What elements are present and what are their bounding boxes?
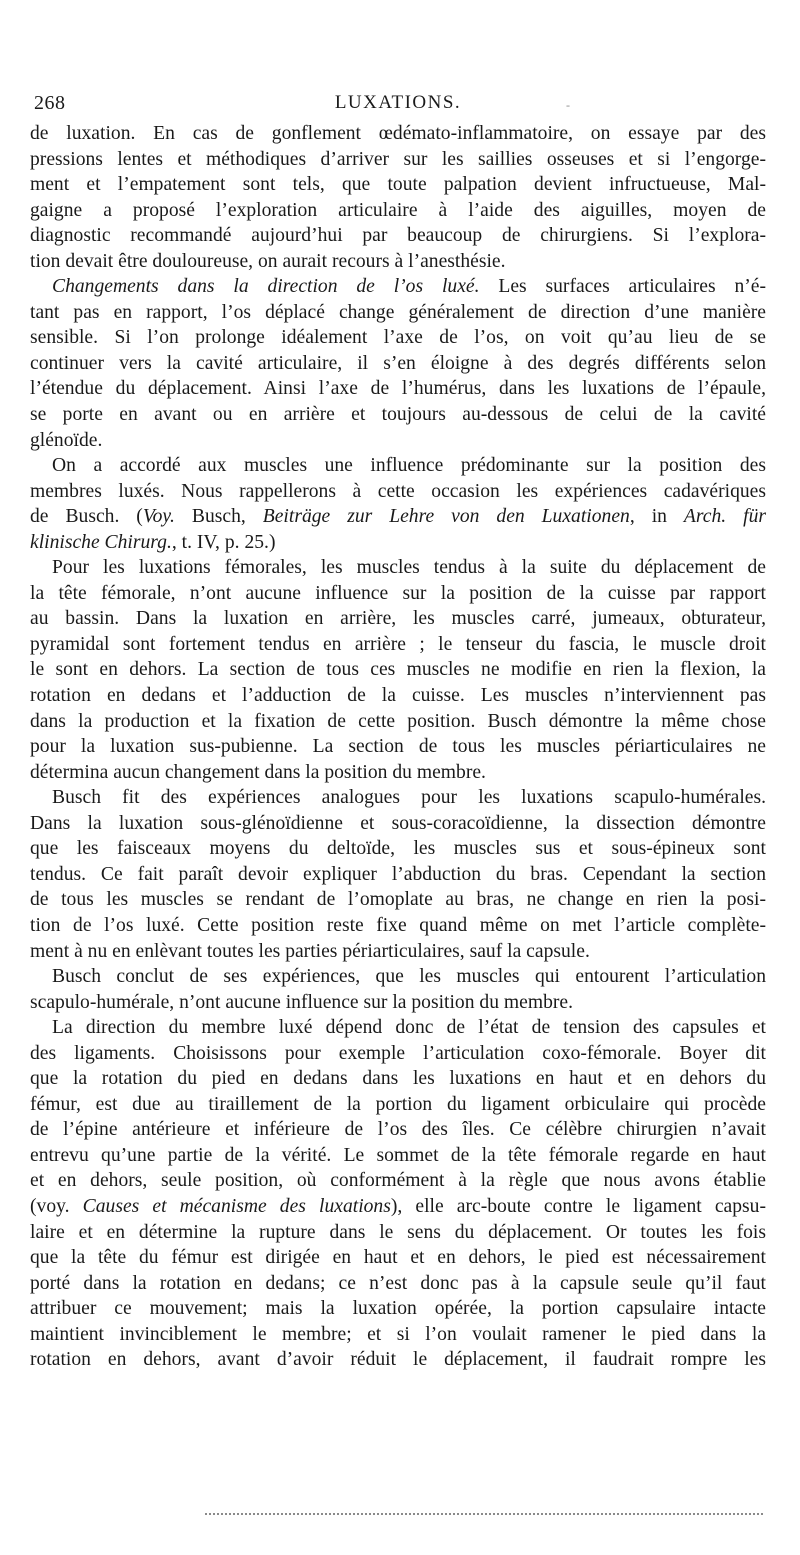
page-number: 268 xyxy=(34,92,66,114)
section-heading: Changements dans la direction de l’os luxé. xyxy=(52,276,480,298)
text-line: de luxation. En cas de gonflement œdémato-inflammatoire, on essaye par des xyxy=(30,123,766,144)
text-line: pyramidal sont fortement tendus en arrière ; le tenseur du fascia, le muscle droit xyxy=(30,633,766,655)
paragraph xyxy=(30,274,766,453)
text-line: maintient invinciblement le membre; et si l’on voulait ramener le pied dans la xyxy=(30,1323,766,1345)
text-fragment: Les surfaces articulaires n’é- xyxy=(479,276,766,298)
text-line: La direction du membre luxé dépend donc de l’état de tension des capsules et xyxy=(52,1017,766,1039)
text-line: scapulo-humérale, n’ont aucune influence sur la position du membre. xyxy=(30,991,574,1013)
text-line: au bassin. Dans la luxation en arrière, les muscles carré, jumeaux, obturateur, xyxy=(30,608,766,630)
text-line: rotation en dehors, avant d’avoir réduit le déplacement, il faudrait rompre les xyxy=(30,1349,766,1371)
running-title: LUXATIONS. xyxy=(334,92,462,113)
text-line: diagnostic recommandé aujourd’hui par beaucoup de chirurgiens. Si l’explora- xyxy=(30,225,766,247)
text-line: de l’épine antérieure et inférieure de l’os des îles. Ce célèbre chirurgien n’avait xyxy=(30,1119,766,1141)
text-line: la tête fémorale, n’ont aucune influence sur la position de la cuisse par rapport xyxy=(30,582,766,604)
paragraph xyxy=(30,964,766,1015)
text-line: tion devait être douloureuse, on aurait recours à l’anesthésie. xyxy=(30,250,506,272)
text-line: détermina aucun changement dans la position du membre. xyxy=(30,761,486,783)
text-line: dans la production et la fixation de cette position. Busch démontre la même chose xyxy=(30,710,766,732)
page-body xyxy=(30,121,766,1373)
text-line: porté dans la rotation en dedans; ce n’est donc pas à la capsule seule qu’il faut xyxy=(30,1272,766,1294)
paragraph xyxy=(30,121,766,274)
text-line: de tous les muscles se rendant de l’omoplate au bras, ne change en rien la posi- xyxy=(30,889,766,911)
text-line: Busch fit des expériences analogues pour les luxations scapulo-humérales. xyxy=(52,787,766,809)
text-line: (voy. Causes et mécanisme des luxations), elle arc-boute contre le ligament capsu- xyxy=(30,1195,766,1217)
text-line xyxy=(30,274,766,300)
paragraph xyxy=(30,785,766,964)
text-line: Pour les luxations fémorales, les muscles tendus à la suite du déplacement de xyxy=(52,557,766,579)
footer-dotted-rule xyxy=(205,1513,763,1515)
text-line: de Busch. (Voy. Busch, Beiträge zur Lehre von den Luxationen, in Arch. für xyxy=(30,506,766,528)
text-line: ment et l’empatement sont tels, que toute palpation devient infructueuse, Mal- xyxy=(30,174,766,196)
text-line: que la rotation du pied en dedans dans les luxations en haut et en dehors du xyxy=(30,1068,766,1090)
text-line: que la tête du fémur est dirigée en haut et en dehors, le pied est nécessairement xyxy=(30,1247,766,1269)
text-line: l’étendue du déplacement. Ainsi l’axe de l’humérus, dans les luxations de l’épaule, xyxy=(30,378,766,400)
text-line: tendus. Ce fait paraît devoir expliquer l’abduction du bras. Cependant la section xyxy=(30,863,766,885)
text-line: que les faisceaux moyens du deltoïde, les muscles sus et sous-épineux sont xyxy=(30,838,766,860)
text-line: pour la luxation sus-pubienne. La section de tous les muscles périarticulaires ne xyxy=(30,736,766,758)
text-line: tant pas en rapport, l’os déplacé change généralement de direction d’une manière xyxy=(30,301,766,323)
text-line: se porte en avant ou en arrière et toujours au-dessous de celui de la cavité xyxy=(30,404,766,426)
text-line: rotation en dedans et l’adduction de la cuisse. Les muscles n’interviennent pas xyxy=(30,685,766,707)
text-line: Dans la luxation sous-glénoïdienne et sous-coracoïdienne, la dissection démontre xyxy=(30,812,766,834)
text-line: glénoïde. xyxy=(30,429,103,451)
text-line: le sont en dehors. La section de tous ces muscles ne modifie en rien la flexion, la xyxy=(30,659,766,681)
paragraph xyxy=(30,555,766,785)
text-line: sensible. Si l’on prolonge idéalement l’axe de l’os, on voit qu’au lieu de se xyxy=(30,327,766,349)
paragraph xyxy=(30,453,766,555)
text-line: laire et en détermine la rupture dans le sens du déplacement. Or toutes les fois xyxy=(30,1221,766,1243)
text-line: tion de l’os luxé. Cette position reste fixe quand même on met l’article complète- xyxy=(30,914,766,936)
stray-mark: - xyxy=(566,98,570,112)
text-line: membres luxés. Nous rappellerons à cette occasion les expériences cadavériques xyxy=(30,480,766,502)
page-header xyxy=(30,92,766,122)
text-line: ment à nu en enlèvant toutes les parties périarticulaires, sauf la capsule. xyxy=(30,940,590,962)
text-line: gaigne a proposé l’exploration articulaire à l’aide des aiguilles, moyen de xyxy=(30,199,766,221)
text-line: des ligaments. Choisissons pour exemple l’articulation coxo-fémorale. Boyer dit xyxy=(30,1042,766,1064)
text-line: entrevu qu’une partie de la vérité. Le sommet de la tête fémorale regarde en haut xyxy=(30,1144,766,1166)
text-line: klinische Chirurg., t. IV, p. 25.) xyxy=(30,531,276,553)
text-line: continuer vers la cavité articulaire, il s’en éloigne à des degrés différents selon xyxy=(30,352,766,374)
text-line: pressions lentes et méthodiques d’arriver sur les saillies osseuses et si l’engorge- xyxy=(30,148,766,170)
text-line: fémur, est due au tiraillement de la portion du ligament orbiculaire qui procède xyxy=(30,1093,766,1115)
paragraph xyxy=(30,1015,766,1373)
text-line: et en dehors, seule position, où conformément à la règle que nous avons établie xyxy=(30,1170,766,1192)
text-line: Busch conclut de ses expériences, que les muscles qui entourent l’articulation xyxy=(52,966,766,988)
text-block xyxy=(30,121,766,1373)
text-line: On a accordé aux muscles une influence prédominante sur la position des xyxy=(52,455,766,477)
text-line: attribuer ce mouvement; mais la luxation opérée, la portion capsulaire intacte xyxy=(30,1298,766,1320)
